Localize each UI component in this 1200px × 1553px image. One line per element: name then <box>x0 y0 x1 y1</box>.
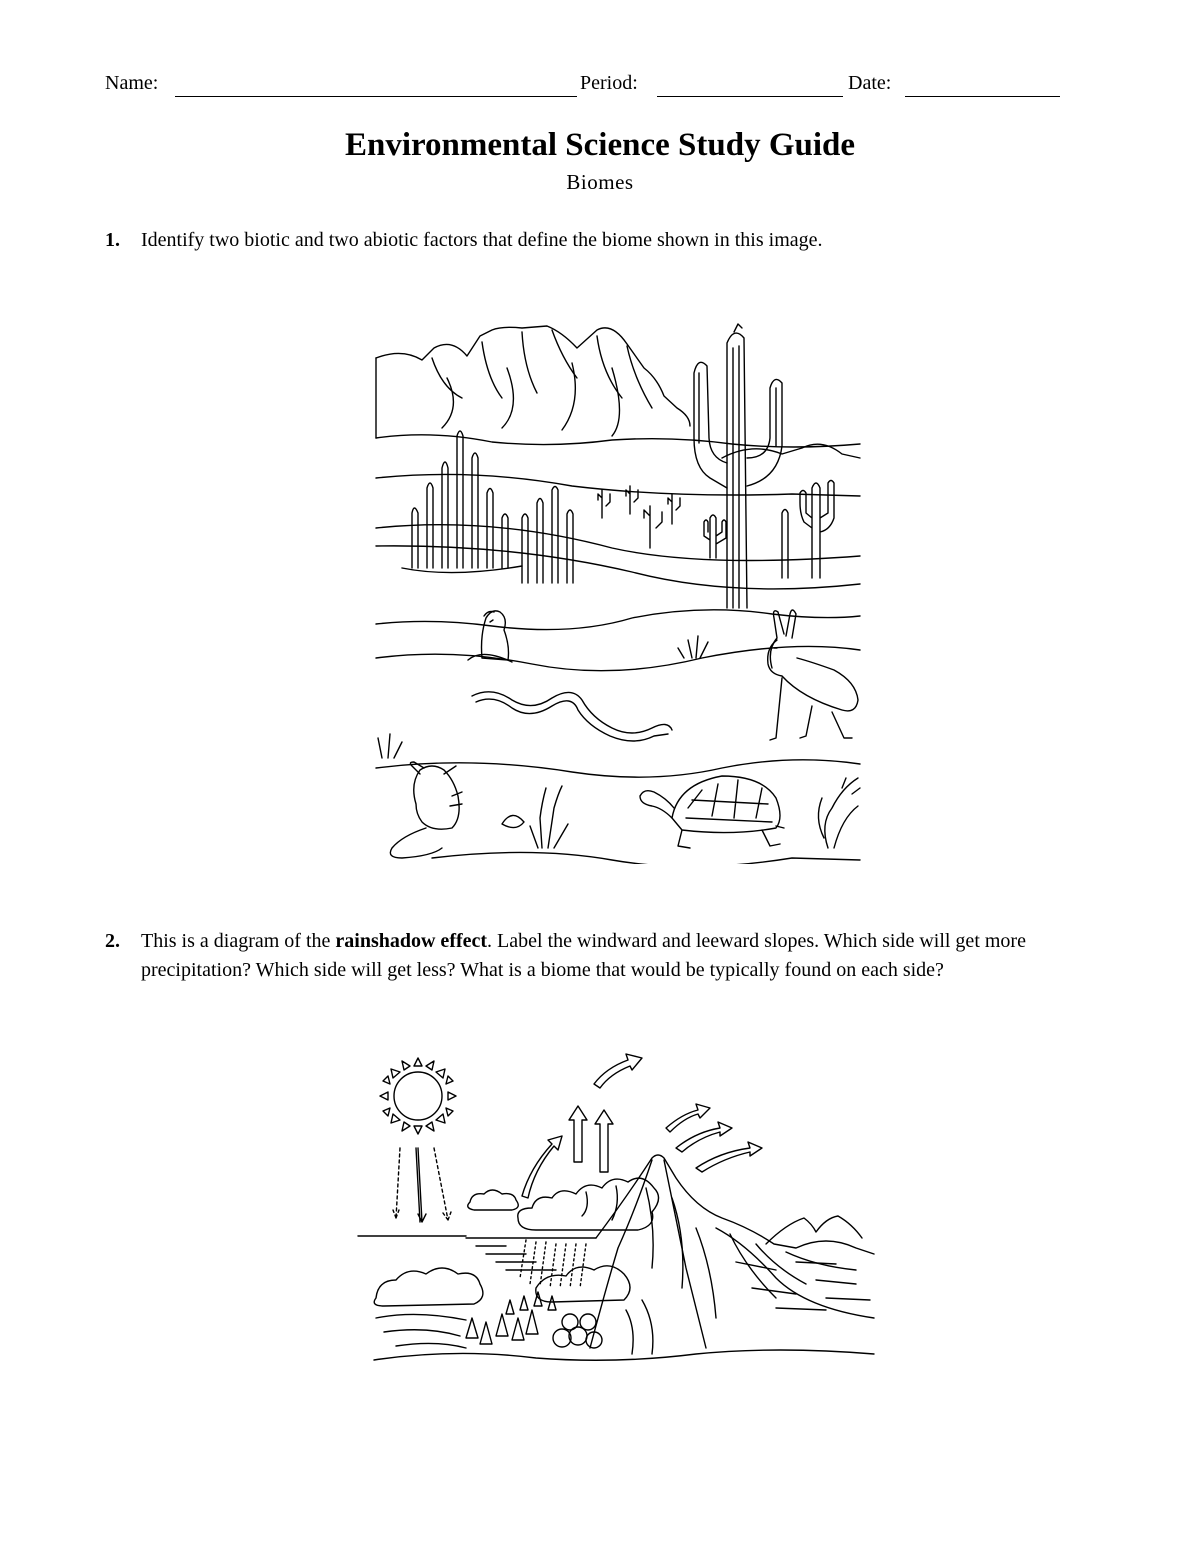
rainshadow-diagram-illustration <box>356 1048 876 1362</box>
key-term: rainshadow effect <box>335 930 488 952</box>
page-title: Environmental Science Study Guide <box>344 127 856 163</box>
period-label: Period: <box>580 72 638 94</box>
name-blank[interactable] <box>175 96 577 97</box>
sun-icon <box>380 1058 456 1134</box>
name-label: Name: <box>105 72 159 94</box>
question-text-part: This is a diagram of the <box>141 930 336 952</box>
question-text: Identify two biotic and two abiotic factors that define the biome shown in this image. <box>141 229 823 251</box>
desert-biome-illustration <box>372 318 864 864</box>
question-1 <box>0 226 1200 256</box>
question-text-part: . Label the windward and leeward slopes. Which side will get more precipitation? Which side will get less? What is a biome that would be typically found on each side? <box>141 930 1026 981</box>
date-label: Date: <box>848 72 892 94</box>
student-info-line <box>105 72 1065 102</box>
question-number: 1. <box>105 229 120 251</box>
question-2 <box>0 927 1200 1017</box>
question-text <box>141 927 1101 985</box>
date-blank[interactable] <box>905 96 1060 97</box>
question-number: 2. <box>105 930 120 952</box>
period-blank[interactable] <box>657 96 843 97</box>
page-subtitle: Biomes <box>566 170 634 194</box>
